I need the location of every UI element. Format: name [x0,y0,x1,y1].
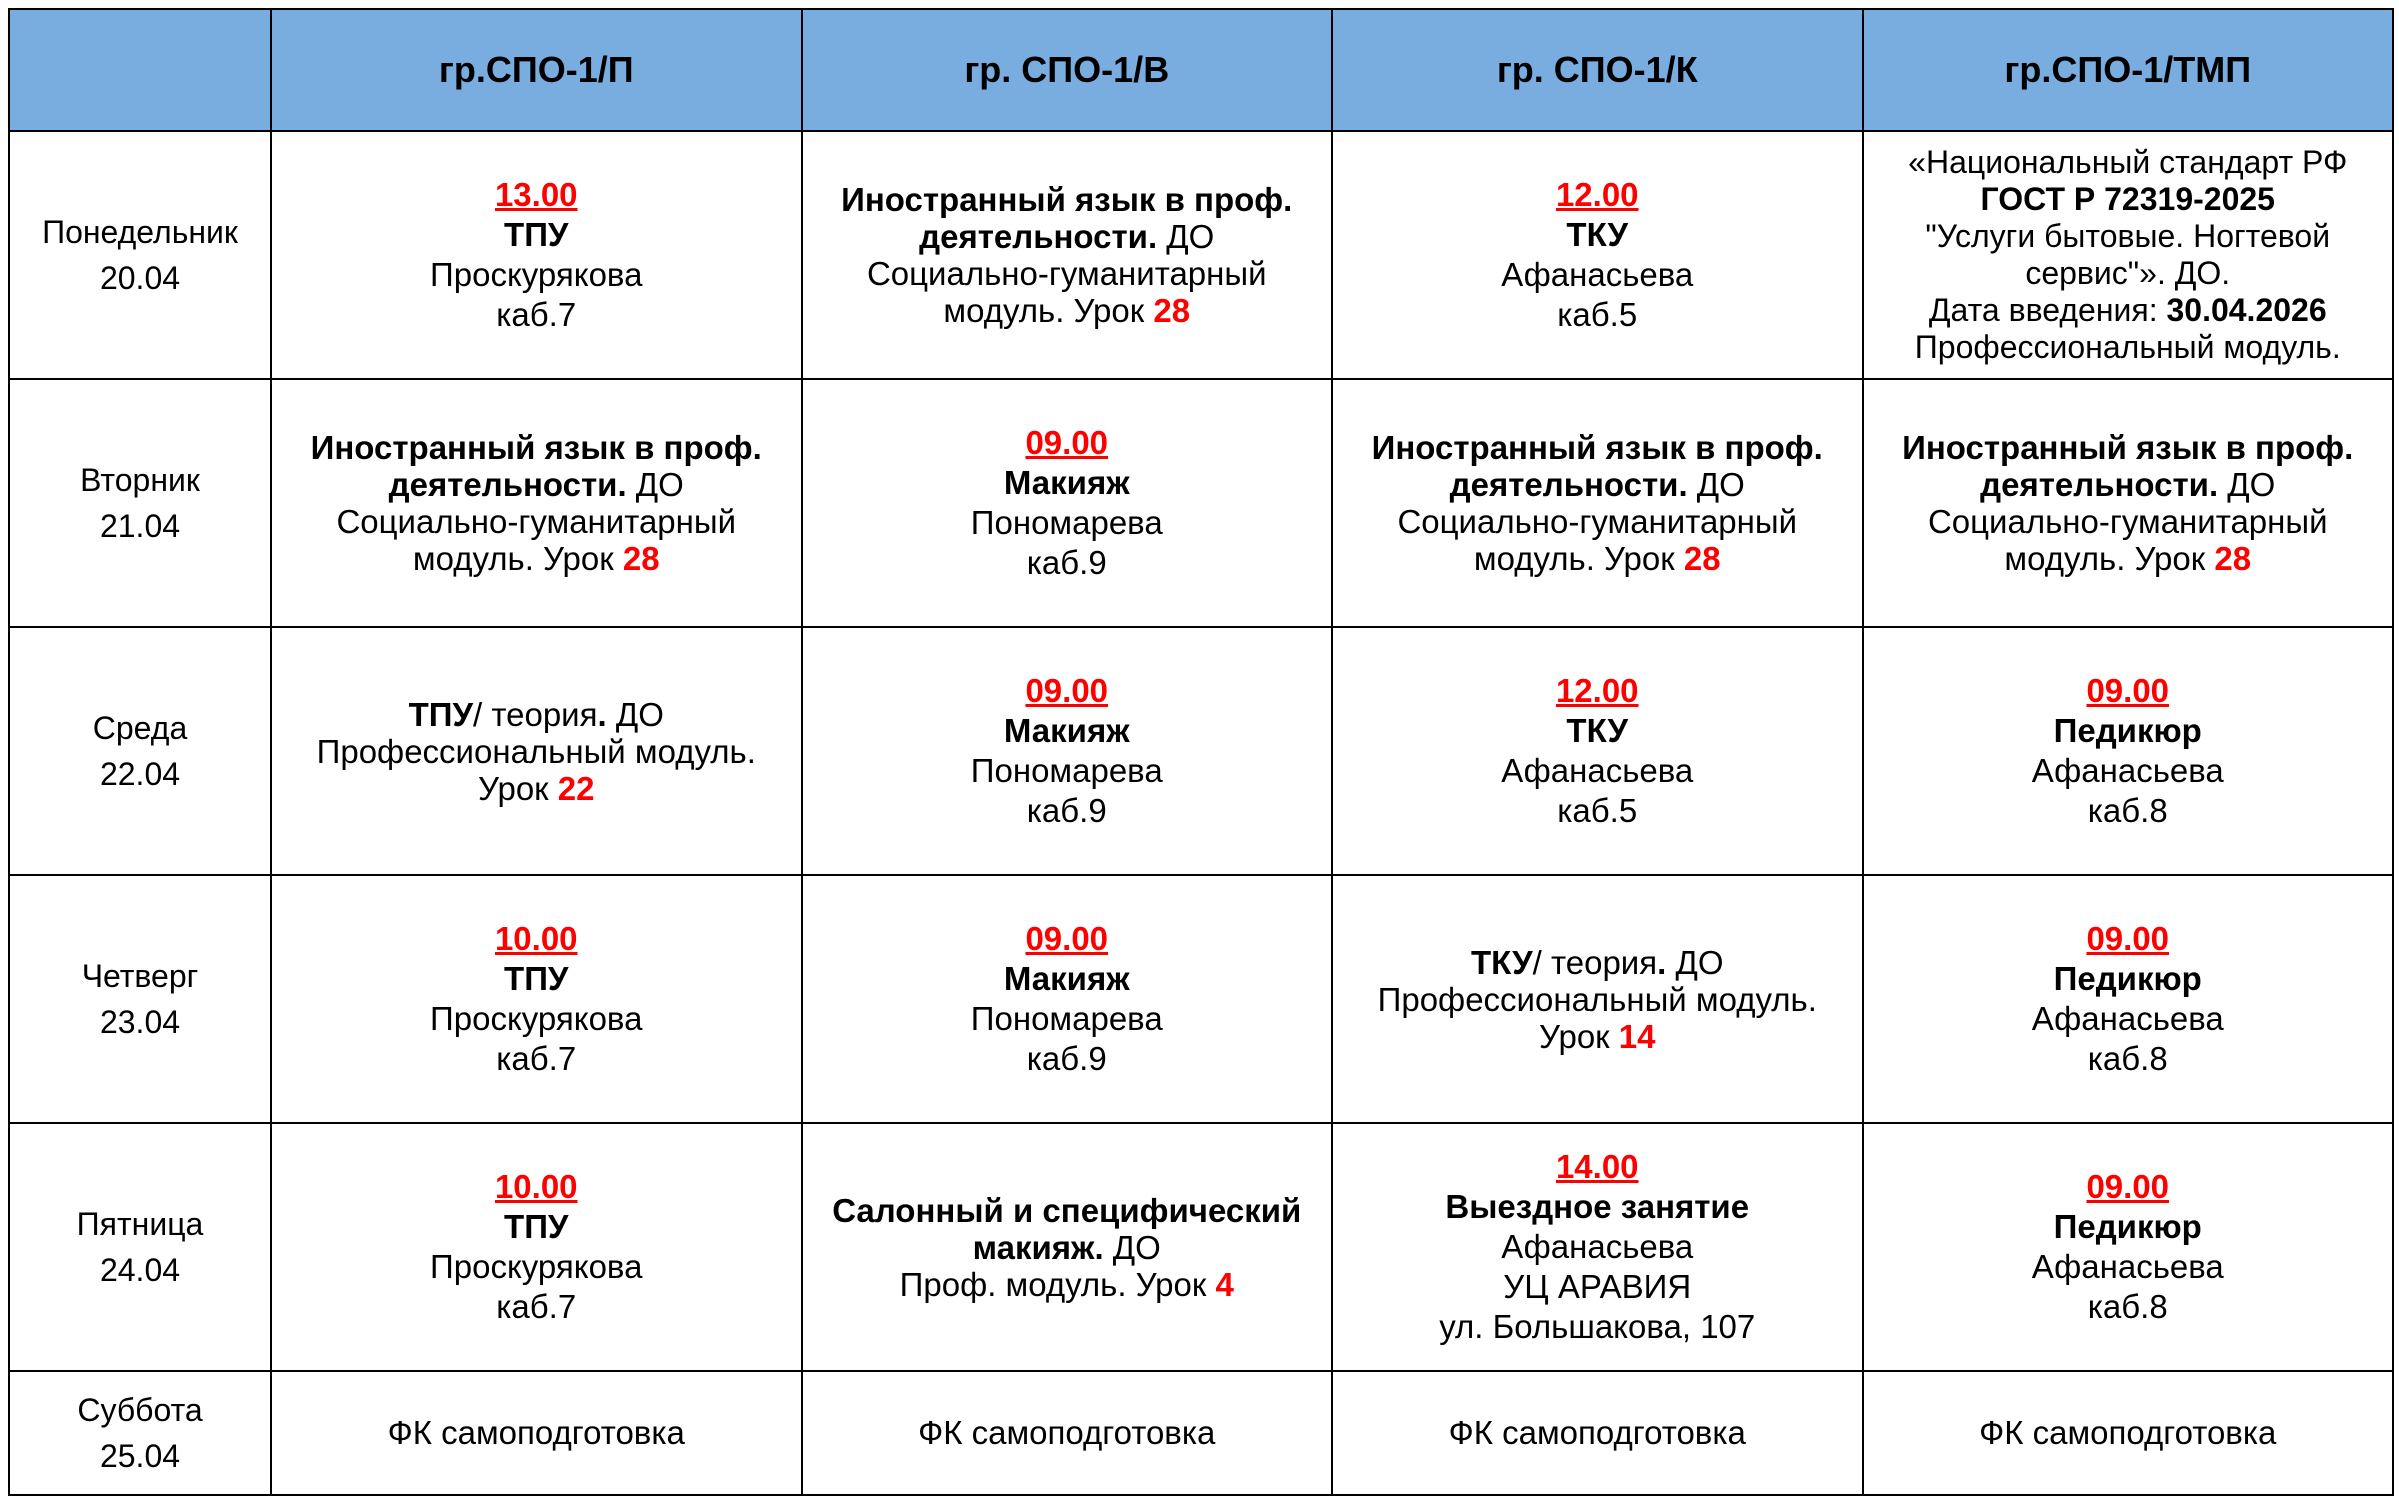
lesson-cell [271,627,802,875]
lesson-number: 4 [1215,1265,1234,1303]
lesson-number: 28 [1683,540,1721,577]
lesson-subject: Макияж [1003,712,1130,749]
day-name: Среда [92,710,188,746]
lesson-cell [1863,875,2394,1123]
teacher-name: Пономарева [970,752,1163,789]
lesson-cell [1332,131,1863,379]
lesson-module: Социально-гуманитарный модуль. Урок 28 [336,503,737,577]
day-name: Суббота [77,1392,203,1428]
lesson-subject: Выездное занятие [1445,1188,1750,1225]
lesson-time: 14.00 [1555,1148,1639,1185]
lesson-format: ДО [1103,1228,1161,1266]
header-row [9,9,2393,131]
lesson-time: 09.00 [1025,920,1109,957]
table-row [9,379,2393,627]
lesson-cell [1332,875,1863,1123]
lesson-cell [802,1123,1333,1371]
table-row [9,1371,2393,1495]
lesson-number: 28 [1153,292,1191,329]
room-number: каб.7 [496,296,577,333]
teacher-name: Пономарева [970,504,1163,541]
lesson-cell [1332,1123,1863,1371]
lesson-cell [271,379,802,627]
room-number: каб.5 [1557,792,1638,829]
day-name: Вторник [80,462,200,498]
teacher-name: Афанасьева [2031,1248,2224,1285]
lesson-format: ДО [2218,466,2276,503]
lesson-subject: ТКУ/ теория. ДО [1471,943,1724,981]
lesson-module: Социально-гуманитарный модуль. Урок 28 [866,255,1267,329]
group-header-v: гр. СПО-1/В [802,9,1333,131]
teacher-name: Афанасьева [2031,1000,2224,1037]
day-date: 25.04 [99,1438,181,1474]
lesson-number: 14 [1618,1017,1656,1055]
lesson-time: 10.00 [494,920,578,957]
lesson-cell [1863,627,2394,875]
day-name: Четверг [81,958,199,994]
lesson-format: ДО [1687,466,1745,503]
day-date: 20.04 [99,260,181,296]
standard-name: "Услуги бытовые. Ногтевой сервис"». ДО. [1925,218,2331,291]
lesson-time: 09.00 [1025,424,1109,461]
room-number: каб.9 [1026,1040,1107,1077]
teacher-name: Проскурякова [430,1248,643,1285]
lesson-subject: ТКУ [1566,216,1629,253]
room-number: каб.9 [1026,792,1107,829]
day-cell [9,875,271,1123]
day-cell [9,1371,271,1495]
lesson-time: 12.00 [1555,672,1639,709]
day-name: Пятница [76,1206,204,1242]
teacher-name: Афанасьева [1501,752,1694,789]
standard-title: «Национальный стандарт РФ [1908,144,2348,180]
teacher-name: Пономарева [970,1000,1163,1037]
lesson-cell [271,131,802,379]
lesson-cell [1863,1123,2394,1371]
lesson-time: 09.00 [2086,672,2170,709]
lesson-module: Профессиональный модуль. [1377,980,1817,1018]
lesson-time: 12.00 [1555,176,1639,213]
standard-gost: ГОСТ Р 72319-2025 [1980,181,2275,217]
day-cell [9,1123,271,1371]
group-header-tmp: гр.СПО-1/ТМП [1863,9,2394,131]
lesson-time: 10.00 [494,1168,578,1205]
table-row [9,627,2393,875]
lesson-subject: Педикюр [2053,960,2202,997]
lesson-address: ул. Большакова, 107 [1439,1308,1756,1345]
room-number: каб.8 [2087,1288,2168,1325]
lesson-time: 09.00 [1025,672,1109,709]
table-row [9,131,2393,379]
teacher-name: Афанасьева [2031,752,2224,789]
lesson-number: 28 [2214,540,2252,577]
lesson-cell [1332,379,1863,627]
lesson-cell [802,379,1333,627]
lesson-time: 13.00 [494,176,578,213]
lesson-module: Профессиональный модуль. [316,732,756,770]
day-name: Понедельник [42,214,238,250]
lesson-time: 09.00 [2086,1168,2170,1205]
lesson-cell: ФК самоподготовка [1863,1371,2394,1495]
lesson-cell [802,875,1333,1123]
day-cell [9,627,271,875]
lesson-place: УЦ АРАВИЯ [1503,1268,1692,1305]
teacher-name: Проскурякова [430,1000,643,1037]
table-row [9,1123,2393,1371]
lesson-number: 22 [557,769,595,807]
lesson-subject: ТПУ [504,960,569,997]
lesson-cell [802,131,1333,379]
lesson-subject: ТПУ [504,1208,569,1245]
day-date: 23.04 [99,1004,181,1040]
lesson-subject: Иностранный язык в проф. деятельности. [1902,429,2354,503]
teacher-name: Афанасьева [1501,1228,1694,1265]
table-row [9,875,2393,1123]
lesson-subject: Иностранный язык в проф. деятельности. [1371,429,1823,503]
lesson-cell [1863,131,2394,379]
lesson-subject: Иностранный язык в проф. деятельности. [841,181,1293,255]
lesson-number-line: Урок 14 [1538,1017,1656,1055]
lesson-cell [1332,627,1863,875]
day-date: 22.04 [99,756,181,792]
lesson-cell [802,627,1333,875]
lesson-number: 28 [622,540,660,577]
teacher-name: Афанасьева [1501,256,1694,293]
header-corner [9,9,271,131]
lesson-cell [1863,379,2394,627]
lesson-subject: Педикюр [2053,1208,2202,1245]
day-cell [9,379,271,627]
lesson-time: 09.00 [2086,920,2170,957]
lesson-module: Социально-гуманитарный модуль. Урок 28 [1927,503,2328,577]
room-number: каб.9 [1026,544,1107,581]
lesson-cell: ФК самоподготовка [802,1371,1333,1495]
lesson-cell: ФК самоподготовка [1332,1371,1863,1495]
lesson-subject: ТПУ/ теория. ДО [408,695,664,733]
day-date: 21.04 [99,508,181,544]
schedule-table [8,8,2394,1496]
room-number: каб.7 [496,1288,577,1325]
lesson-subject: Педикюр [2053,712,2202,749]
lesson-cell [271,1123,802,1371]
lesson-subject: Иностранный язык в проф. деятельности. [310,429,762,503]
lesson-module: Профессиональный модуль. [1914,329,2341,365]
teacher-name: Проскурякова [430,256,643,293]
room-number: каб.8 [2087,792,2168,829]
lesson-subject: ТКУ [1566,712,1629,749]
lesson-cell: ФК самоподготовка [271,1371,802,1495]
day-cell [9,131,271,379]
lesson-format: ДО [1157,218,1215,255]
room-number: каб.5 [1557,296,1638,333]
lesson-subject: Макияж [1003,960,1130,997]
standard-date: Дата введения: 30.04.2026 [1928,292,2327,328]
lesson-subject: ТПУ [504,216,569,253]
lesson-subject: Салонный и специфический макияж. [832,1191,1302,1266]
lesson-cell [271,875,802,1123]
room-number: каб.7 [496,1040,577,1077]
group-header-p: гр.СПО-1/П [271,9,802,131]
lesson-module: Социально-гуманитарный модуль. Урок 28 [1397,503,1798,577]
lesson-subject: Макияж [1003,464,1130,501]
room-number: каб.8 [2087,1040,2168,1077]
lesson-module: Проф. модуль. Урок 4 [899,1265,1234,1303]
lesson-number-line: Урок 22 [477,769,595,807]
day-date: 24.04 [99,1252,181,1288]
lesson-format: ДО [626,466,684,503]
group-header-k: гр. СПО-1/К [1332,9,1863,131]
